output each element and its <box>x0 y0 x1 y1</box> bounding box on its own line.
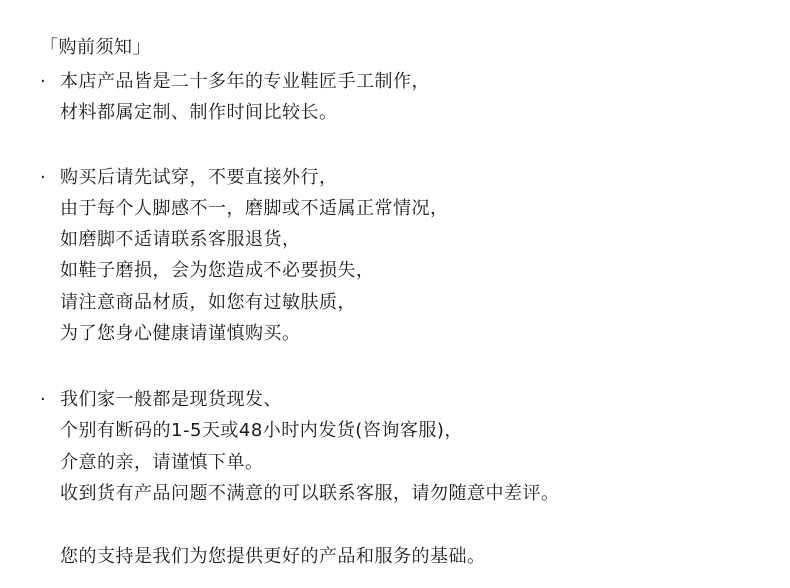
section-2-line-3: 如磨脚不适请联系客服退货， <box>60 229 301 250</box>
section-2-line-1: 购买后请先试穿，不要直接外行， <box>60 167 338 188</box>
bullet-dot: · <box>40 71 46 92</box>
section-3-line-3: 介意的亲，请谨慎下单。 <box>60 452 264 473</box>
section-2-line-6: 为了您身心健康请谨慎购买。 <box>60 323 301 344</box>
section-2-line-5: 请注意商品材质，如您有过敏肤质， <box>60 292 356 313</box>
section-2-line-2: 由于每个人脚感不一，磨脚或不适属正常情况， <box>60 198 449 219</box>
section-1-line-2: 材料都属定制、制作时间比较长。 <box>60 102 338 123</box>
section-1-line-1: 本店产品皆是二十多年的专业鞋匠手工制作， <box>60 71 430 92</box>
notice-title: 「购前须知」 <box>40 37 151 58</box>
bullet-dot: · <box>40 167 46 188</box>
closing-line: 您的支持是我们为您提供更好的产品和服务的基础。 <box>60 546 486 567</box>
bullet-dot: · <box>40 389 46 410</box>
section-3-line-4: 收到货有产品问题不满意的可以联系客服，请勿随意中差评。 <box>60 483 560 504</box>
section-2-line-4: 如鞋子磨损，会为您造成不必要损失， <box>60 260 375 281</box>
section-3-line-1: 我们家一般都是现货现发、 <box>60 389 282 410</box>
section-3-line-2: 个别有断码的1-5天或48小时内发货(咨询客服)， <box>60 420 463 441</box>
